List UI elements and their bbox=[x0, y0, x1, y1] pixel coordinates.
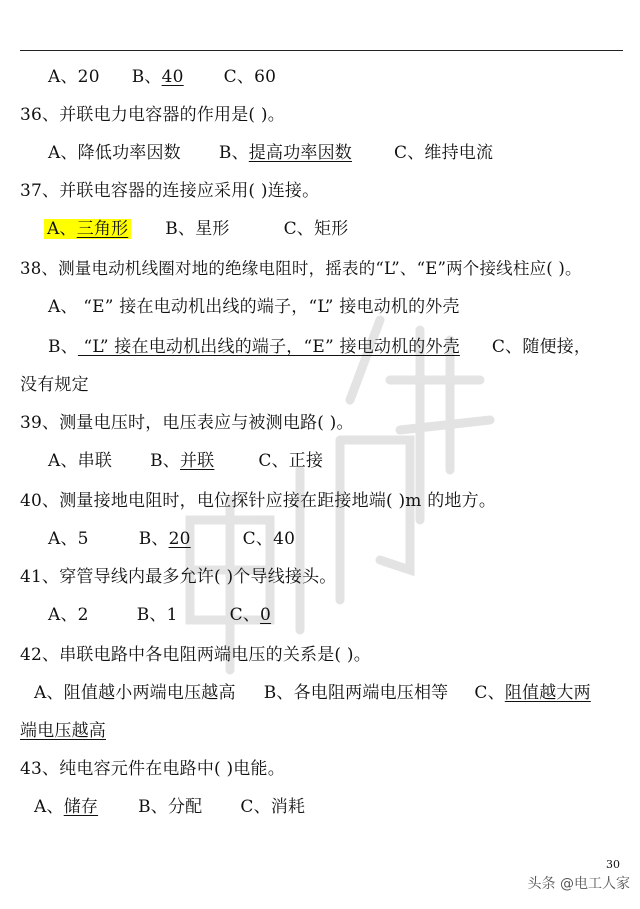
q35-option-b-answer[interactable]: 40 bbox=[161, 67, 184, 87]
q37-option-c[interactable]: C、矩形 bbox=[283, 219, 349, 239]
q38-option-c-continued: 没有规定 bbox=[20, 375, 89, 395]
q37-option-b[interactable]: B、星形 bbox=[165, 219, 230, 239]
q43-options bbox=[34, 796, 305, 818]
q39-option-b-answer[interactable]: 并联 bbox=[179, 451, 215, 471]
q42-option-b[interactable]: B、各电阻两端电压相等 bbox=[263, 683, 449, 703]
q35-option-a[interactable]: A、20 bbox=[48, 67, 100, 87]
q36-stem: 36、并联电力电容器的作用是( )。 bbox=[20, 105, 285, 125]
q35-option-c[interactable]: C、60 bbox=[223, 67, 277, 87]
q38-option-c[interactable]: C、随便接， bbox=[491, 337, 592, 357]
q42-option-c-prefix[interactable]: C、 bbox=[474, 683, 505, 703]
q40-option-b-prefix[interactable]: B、 bbox=[138, 529, 169, 549]
q40-option-c[interactable]: C、40 bbox=[242, 529, 296, 549]
q39-option-c[interactable]: C、正接 bbox=[258, 451, 324, 471]
q37-option-a-highlight[interactable] bbox=[44, 219, 131, 239]
q39-option-b-prefix[interactable]: B、 bbox=[150, 451, 180, 471]
q36-option-b-prefix[interactable]: B、 bbox=[218, 143, 249, 163]
q40-options bbox=[48, 528, 295, 550]
q42-option-c-answer[interactable]: 阻值越大两 bbox=[504, 683, 591, 703]
q38-option-b-answer[interactable]: “L” 接在电动机出线的端子，“E” 接电动机的外壳 bbox=[77, 337, 460, 357]
header-rule bbox=[20, 50, 623, 51]
watermark-text: 头条 @电工人家 bbox=[527, 876, 630, 892]
q39-option-a[interactable]: A、串联 bbox=[48, 451, 113, 471]
q35-options bbox=[48, 66, 276, 88]
q39-options bbox=[48, 450, 323, 472]
q37-options bbox=[44, 218, 348, 240]
q38-option-b-prefix[interactable]: B、 bbox=[48, 337, 78, 357]
seal-watermark bbox=[150, 270, 510, 690]
q36-option-a[interactable]: A、降低功率因数 bbox=[48, 143, 181, 163]
page-number: 30 bbox=[606, 858, 620, 871]
q42-option-a[interactable]: A、阻值越小两端电压越高 bbox=[34, 683, 236, 703]
q41-options bbox=[48, 604, 271, 626]
q43-option-a-answer[interactable]: 储存 bbox=[63, 797, 99, 817]
q40-option-a[interactable]: A、5 bbox=[48, 529, 89, 549]
q38-stem: 38、测量电动机线圈对地的绝缘电阻时，摇表的“L”、“E”两个接线柱应( )。 bbox=[20, 259, 582, 278]
q36-option-b-answer[interactable]: 提高功率因数 bbox=[248, 143, 352, 163]
q40-option-b-answer[interactable]: 20 bbox=[168, 529, 191, 549]
q36-options bbox=[48, 142, 493, 164]
q41-option-c-answer[interactable]: 0 bbox=[260, 605, 272, 625]
q39-stem: 39、测量电压时，电压表应与被测电路( )。 bbox=[20, 413, 354, 433]
q43-stem: 43、纯电容元件在电路中( )电能。 bbox=[20, 759, 285, 779]
q41-option-b[interactable]: B、1 bbox=[136, 605, 178, 625]
q41-stem: 41、穿管导线内最多允许( )个导线接头。 bbox=[20, 567, 337, 587]
q38-options-bc bbox=[48, 336, 591, 358]
q37-option-a-answer: 三角形 bbox=[76, 219, 129, 239]
q42-option-c-continued bbox=[20, 720, 106, 742]
q41-option-a[interactable]: A、2 bbox=[48, 605, 89, 625]
q43-option-c[interactable]: C、消耗 bbox=[240, 797, 306, 817]
q42-options bbox=[34, 682, 591, 704]
q40-stem: 40、测量接地电阻时，电位探针应接在距接地端( )m 的地方。 bbox=[20, 491, 497, 511]
q37-stem: 37、并联电容器的连接应采用( )连接。 bbox=[20, 181, 320, 201]
q35-option-b-prefix[interactable]: B、 bbox=[131, 67, 162, 87]
q42-option-c-answer-continued: 端电压越高 bbox=[20, 721, 106, 741]
q43-option-b[interactable]: B、分配 bbox=[138, 797, 203, 817]
q43-option-a-prefix[interactable]: A、 bbox=[34, 797, 64, 817]
q38-option-a[interactable]: A、 “E” 接在电动机出线的端子，“L” 接电动机的外壳 bbox=[48, 297, 460, 317]
q41-option-c-prefix[interactable]: C、 bbox=[229, 605, 261, 625]
q36-option-c[interactable]: C、维持电流 bbox=[394, 143, 494, 163]
q37-option-a-prefix: A、 bbox=[47, 219, 77, 239]
q42-stem: 42、串联电路中各电阻两端电压的关系是( )。 bbox=[20, 645, 371, 665]
